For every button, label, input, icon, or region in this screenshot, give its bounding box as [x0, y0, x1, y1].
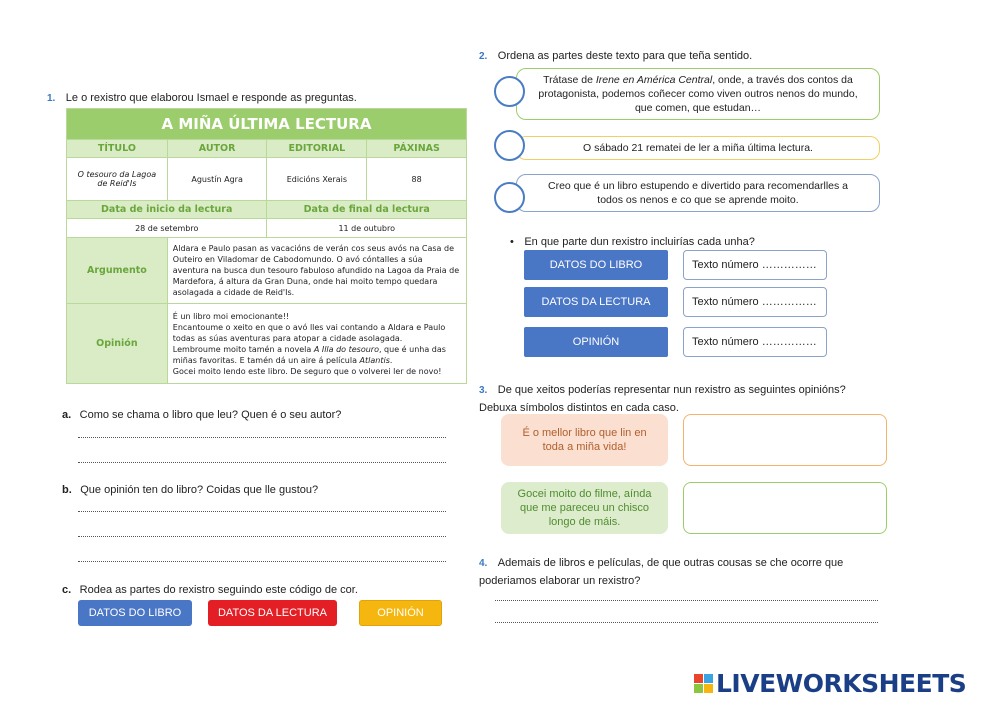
question-letter: b.	[62, 484, 72, 496]
argument-label: Argumento	[67, 238, 168, 304]
header-publisher: EDITORIAL	[267, 140, 367, 158]
text-span: Trátase de	[543, 74, 596, 86]
opinion-text	[167, 304, 466, 384]
opinion-film-ref: Atlantis	[359, 355, 390, 365]
publisher-cell: Edicións Xerais	[267, 158, 367, 201]
opinion-line	[173, 344, 461, 366]
question-c	[62, 580, 358, 598]
order-circle-3[interactable]	[494, 182, 525, 213]
text-part-box-3: Creo que é un libro estupendo e divertido para recomendarlles a todos os nenos e co que se aprende moito.	[516, 174, 880, 212]
pages-cell: 88	[367, 158, 467, 201]
end-date: 11 de outubro	[267, 219, 467, 238]
question-a	[62, 405, 341, 423]
opinion-line: Encantoume o xeito en que o avó lles vai contando a Aldara e Paulo todas as súas aventuras para atopar a cidade asolagada.	[172, 322, 446, 343]
question-text: Rodea as partes do rexistro seguindo este código de cor.	[79, 584, 358, 596]
code-opinion[interactable]: OPINIÓN	[359, 600, 442, 626]
argument-text: Aldara e Paulo pasan as vacacións de verán cos seus avós na Casa de Outeiro en Viladomar de Cabodomundo. O avó cóntalles a súa aventura na busca dun tesouro fabuloso afundido na Lagoa da Praia de Mardefora, á altura da Gran Duna, onde hai moito tempo quedara asolagada a cidade de Reid'Is.	[167, 238, 466, 304]
label-opinion: OPINIÓN	[524, 327, 668, 357]
question-letter: c.	[62, 584, 72, 596]
header-title: TÍTULO	[67, 140, 168, 158]
answer-reading-data[interactable]: Texto número ……………	[683, 287, 827, 317]
bullet-text: En que parte dun rexistro incluirías cada unha?	[524, 236, 755, 248]
code-book-data[interactable]: DATOS DO LIBRO	[78, 600, 192, 626]
answer-book-data[interactable]: Texto número ……………	[683, 250, 827, 280]
question-1	[47, 88, 357, 106]
opinion-line: É un libro moi emocionante!!	[172, 311, 290, 321]
question-letter: a.	[62, 409, 72, 421]
question-text: Ademais de libros e películas, de que outras cousas se che ocorre que poderiamos elaborar un rexistro?	[479, 557, 844, 587]
bullet-question	[510, 232, 755, 250]
opinion-span: , que é unha das miñas favoritas. E tamén dá un aire á película	[172, 344, 446, 365]
answer-line[interactable]	[495, 600, 878, 601]
header-author: AUTOR	[167, 140, 267, 158]
reading-record-table	[66, 108, 467, 384]
header-pages: PÁXINAS	[367, 140, 467, 158]
label-book-data: DATOS DO LIBRO	[524, 250, 668, 280]
question-number: 2.	[479, 51, 488, 62]
order-circle-1[interactable]	[494, 76, 525, 107]
answer-line[interactable]	[495, 622, 878, 623]
record-title: A MIÑA ÚLTIMA LECTURA	[67, 109, 467, 140]
draw-box-2[interactable]	[683, 482, 887, 534]
opinion-span: .	[389, 355, 393, 365]
question-text: Ordena as partes deste texto para que teña sentido.	[497, 50, 753, 62]
opinion-card-1: É o mellor libro que lin en toda a miña vida!	[501, 414, 668, 466]
question-number: 1.	[47, 93, 56, 104]
book-title-line: de Reid'Is	[97, 179, 137, 188]
start-date: 28 de setembro	[67, 219, 267, 238]
answer-line[interactable]	[78, 462, 446, 463]
draw-box-1[interactable]	[683, 414, 887, 466]
question-4	[479, 553, 885, 589]
liveworksheets-logo	[694, 669, 966, 698]
opinion-span: Lembroume moito tamén a novela	[172, 344, 314, 354]
question-text: Como se chama o libro que leu? Quen é o seu autor?	[79, 409, 342, 421]
text-part-box-2: O sábado 21 rematei de ler a miña última lectura.	[516, 136, 880, 160]
answer-line[interactable]	[78, 437, 446, 438]
question-text: Que opinión ten do libro? Coidas que lle gustou?	[80, 484, 319, 496]
label-reading-data: DATOS DA LECTURA	[524, 287, 668, 317]
text-part-content	[533, 73, 863, 115]
book-title-line: O tesouro da Lagoa	[77, 170, 157, 179]
author-cell: Agustín Agra	[167, 158, 267, 201]
bullet-icon: •	[510, 236, 514, 248]
book-title-cell	[67, 158, 168, 201]
question-2	[479, 46, 752, 64]
order-circle-2[interactable]	[494, 130, 525, 161]
question-text: Le o rexistro que elaborou Ismael e responde as preguntas.	[65, 92, 357, 104]
opinion-book-ref: A Illa do tesouro	[313, 344, 379, 354]
answer-line[interactable]	[78, 536, 446, 537]
logo-mark-icon	[694, 674, 713, 693]
text-span: , onde, a través dos contos da protagonista, podemos coñecer como viven outros nenos do mundo, que comen, que estudan…	[538, 74, 858, 114]
answer-line[interactable]	[78, 511, 446, 512]
opinion-line: Gocei moito lendo este libro. De seguro que o volverei ler de novo!	[172, 366, 442, 376]
start-date-label: Data de inicio da lectura	[67, 201, 267, 219]
code-reading-data[interactable]: DATOS DA LECTURA	[208, 600, 337, 626]
book-title-ref: Irene en América Central	[595, 74, 713, 86]
text-part-box-1	[516, 68, 880, 120]
question-number: 3.	[479, 385, 488, 396]
answer-opinion[interactable]: Texto número ……………	[683, 327, 827, 357]
answer-line[interactable]	[78, 561, 446, 562]
question-number: 4.	[479, 558, 488, 569]
question-3	[479, 380, 885, 416]
opinion-label: Opinión	[67, 304, 168, 384]
end-date-label: Data de final da lectura	[267, 201, 467, 219]
question-b	[62, 480, 318, 498]
logo-text: LIVEWORKSHEETS	[716, 669, 967, 698]
question-text: De que xeitos poderías representar nun rexistro as seguintes opinións? Debuxa símbolos distintos en cada caso.	[479, 384, 846, 414]
opinion-card-2: Gocei moito do filme, aínda que me pareceu un chisco longo de máis.	[501, 482, 668, 534]
